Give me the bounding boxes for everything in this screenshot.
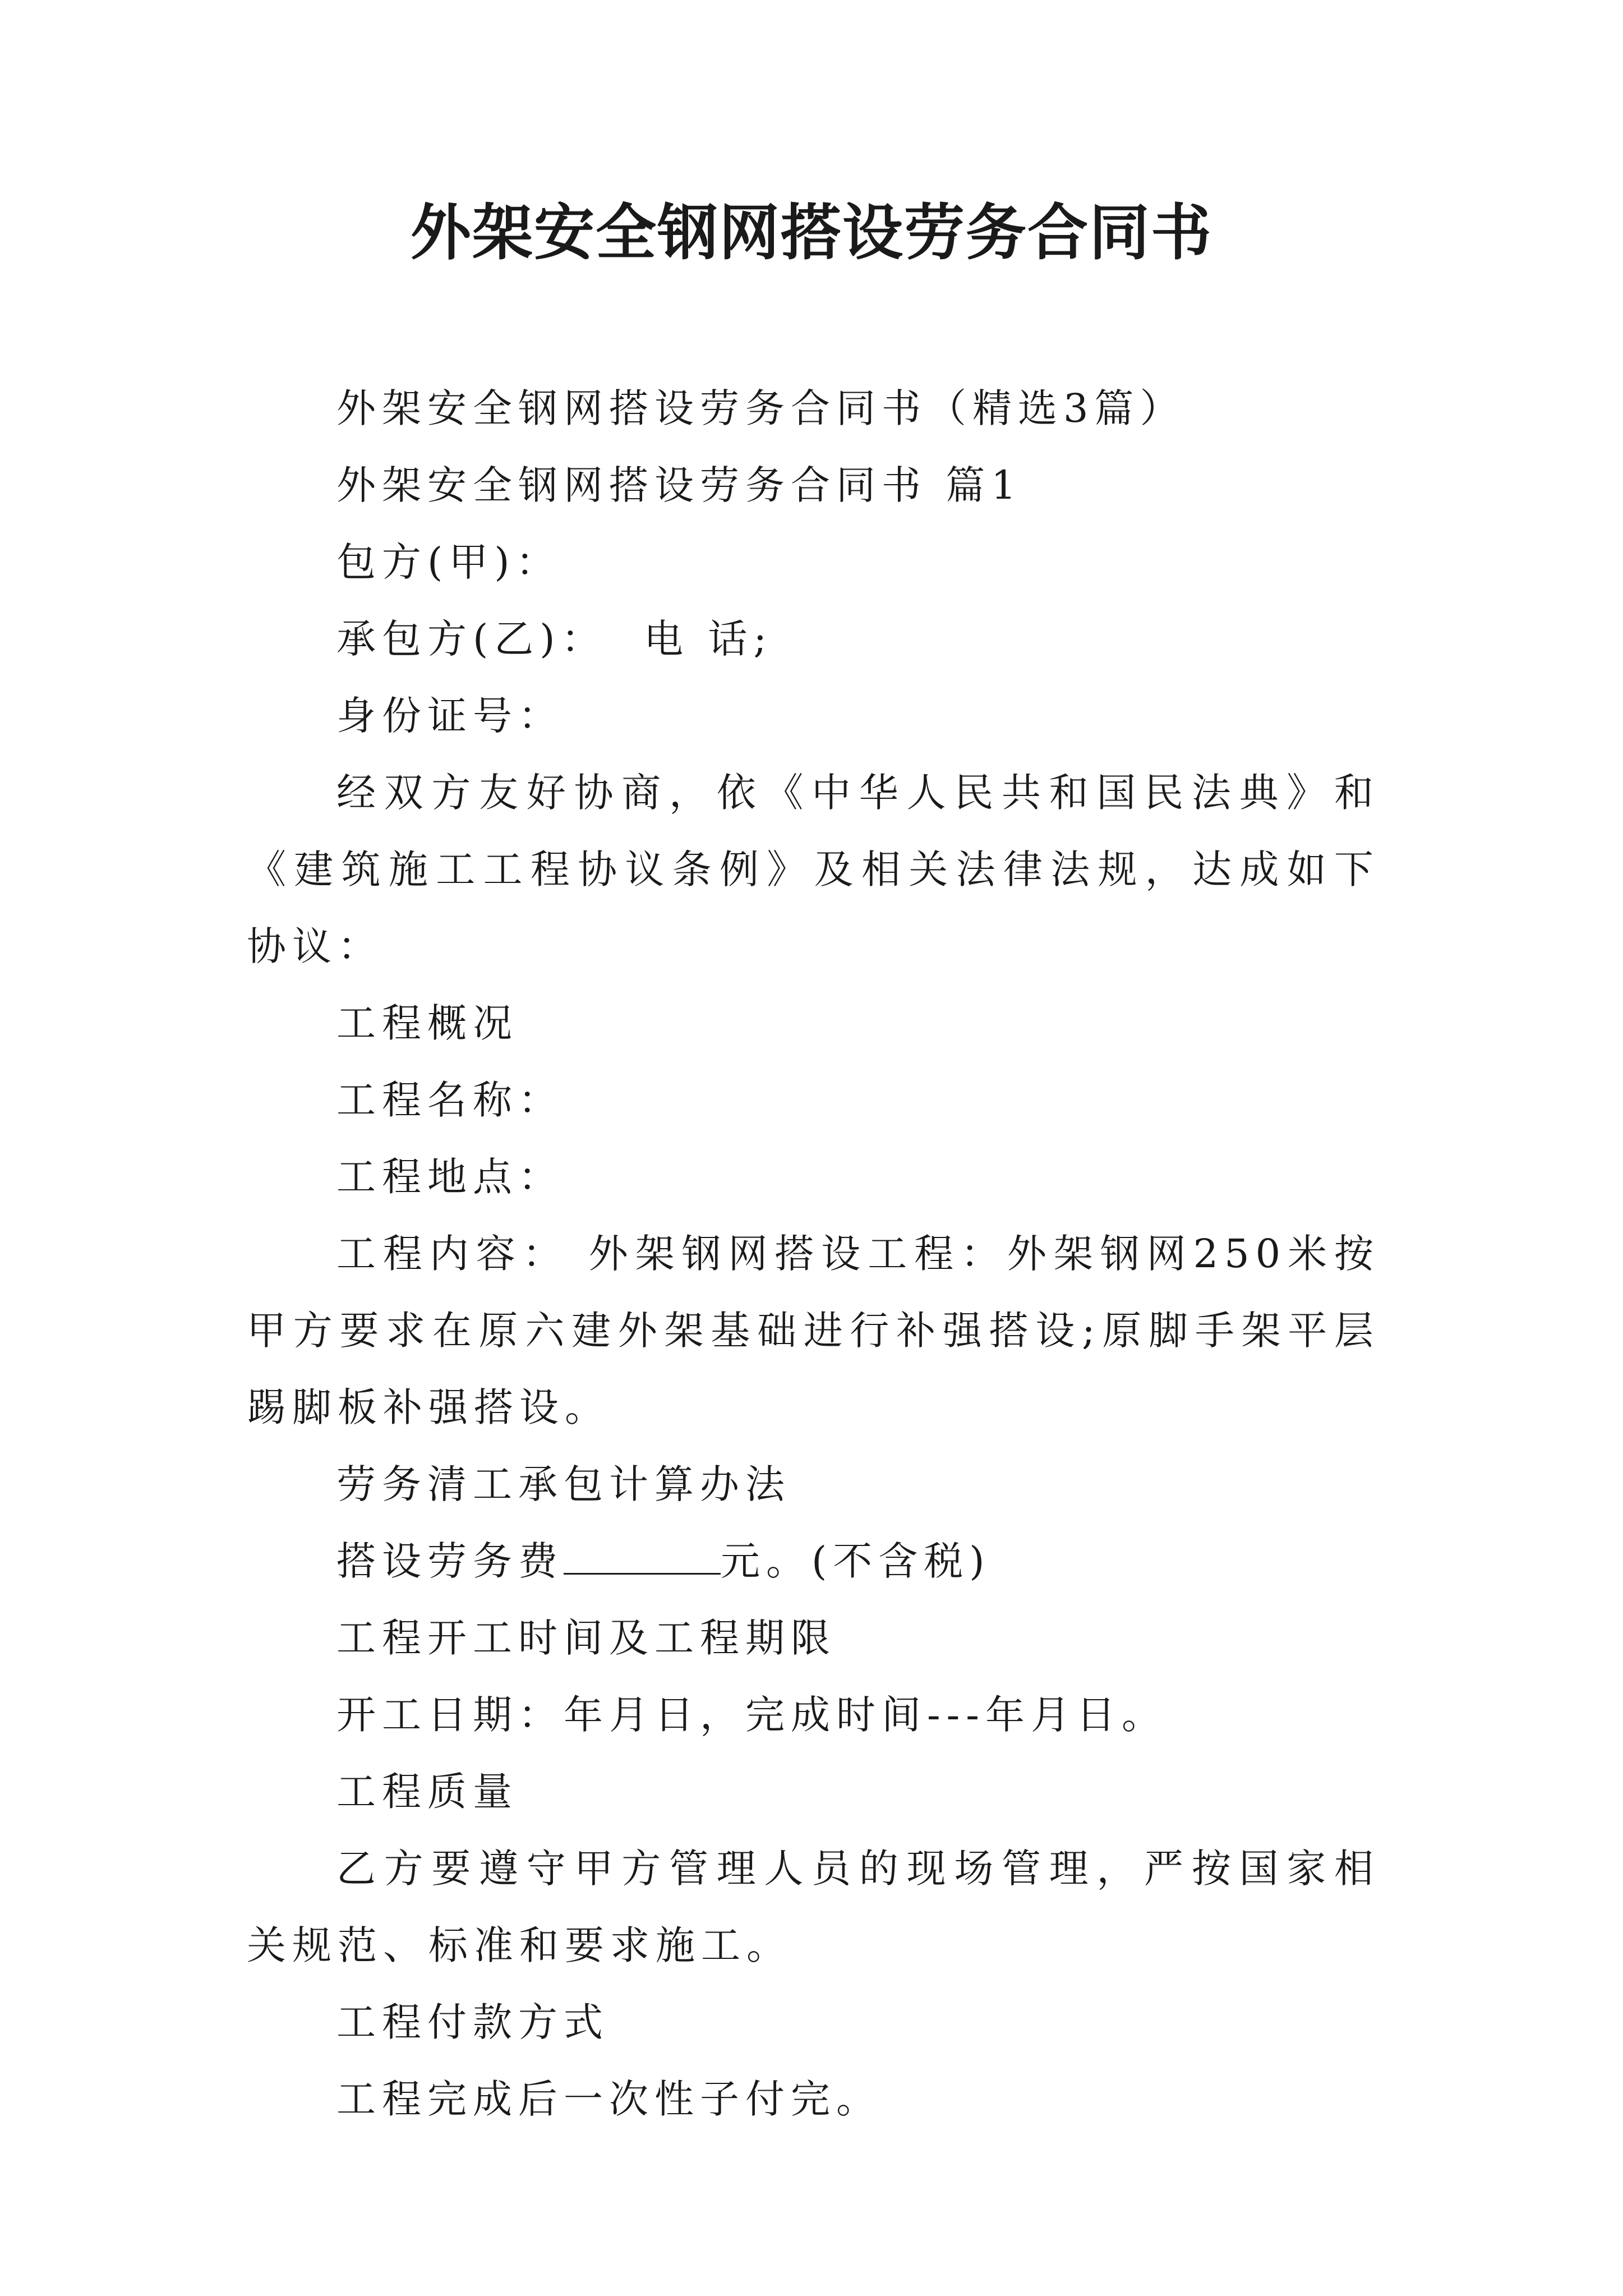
fee-prefix: 搭设劳务费 <box>336 1538 564 1584</box>
quality-heading: 工程质量 <box>336 1769 518 1815</box>
party-b: 承包方(乙)： 电 话; <box>336 616 773 662</box>
labor-heading: 劳务清工承包计算办法 <box>336 1461 791 1507</box>
schedule-heading: 工程开工时间及工程期限 <box>336 1615 836 1661</box>
schedule: 开工日期：年月日，完成时间---年月日。 <box>336 1692 1167 1738</box>
part-heading: 外架安全钢网搭设劳务合同书 篇1 <box>336 462 1022 508</box>
id-number: 身份证号： <box>336 693 564 739</box>
document-title: 外架安全钢网搭设劳务合同书 <box>410 197 1212 268</box>
fee-line <box>247 1523 1380 1600</box>
document-body <box>247 370 1380 2138</box>
project-location: 工程地点： <box>336 1154 564 1200</box>
preamble-paragraph: 经双方友好协商，依《中华人民共和国民法典》和《建筑施工工程协议条例》及相关法律法规，达成如下协议： <box>247 770 1380 969</box>
overview-heading: 工程概况 <box>336 1000 518 1046</box>
payment-heading: 工程付款方式 <box>336 1999 609 2045</box>
payment: 工程完成后一次性子付完。 <box>336 2076 882 2122</box>
project-content: 工程内容： 外架钢网搭设工程：外架钢网250米按甲方要求在原六建外架基础进行补强搭设;原脚手架平层踢脚板补强搭设。 <box>247 1231 1380 1430</box>
party-a: 包方(甲)： <box>336 539 561 585</box>
fee-suffix: 元。(不含税) <box>721 1538 991 1584</box>
quality-paragraph: 乙方要遵守甲方管理人员的现场管理，严按国家相关规范、标准和要求施工。 <box>247 1846 1380 1968</box>
fee-blank <box>564 1539 721 1575</box>
subtitle: 外架安全钢网搭设劳务合同书（精选3篇） <box>336 385 1186 431</box>
project-name: 工程名称： <box>336 1077 564 1123</box>
